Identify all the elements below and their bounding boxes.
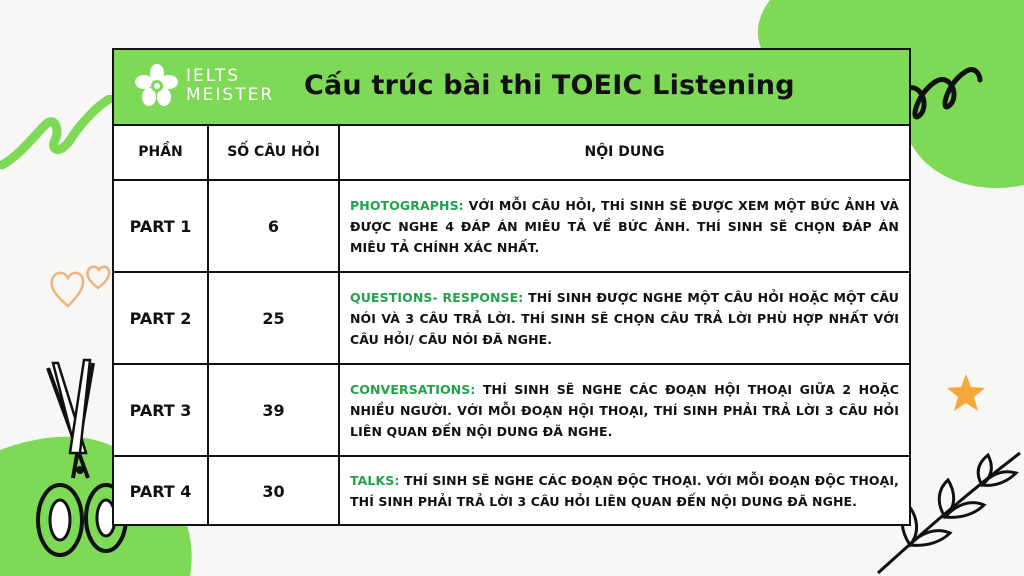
brand-name — [186, 67, 274, 105]
row-part: PART 3 — [114, 364, 208, 456]
brand-line-1: IELTS — [186, 66, 241, 86]
table-row — [114, 364, 909, 456]
toeic-structure-table — [114, 124, 909, 525]
row-question-count: 6 — [208, 180, 339, 272]
row-content — [339, 364, 909, 456]
structure-card — [112, 48, 911, 526]
row-description: THÍ SINH SẼ NGHE CÁC ĐOẠN HỘI THOẠI GIỮA 2 HOẶC NHIỀU NGƯỜI. VỚI MỖI ĐOẠN HỘI THOẠI, THÍ SINH PHẢI TRẢ LỜI 3 CÂU HỎI LIÊN QUAN ĐẾN NỘI DUNG ĐÃ NGHE. — [350, 381, 900, 439]
row-keyword: CONVERSATIONS: — [350, 381, 476, 397]
flower-logo-icon — [134, 63, 180, 109]
table-row — [114, 456, 909, 525]
row-keyword: TALKS: — [350, 473, 400, 488]
table-row — [114, 180, 909, 272]
row-part: PART 2 — [114, 272, 208, 364]
row-keyword: QUESTIONS- RESPONSE: — [350, 289, 524, 305]
row-description: THÍ SINH ĐƯỢC NGHE MỘT CÂU HỎI HOẶC MỘT CÂU NÓI VÀ 3 CÂU TRẢ LỜI. THÍ SINH SẼ CHỌN CÂU TRẢ LỜI PHÙ HỢP NHẤT VỚI CÂU HỎI/ CÂU NÓI ĐÃ NGHE. — [350, 289, 900, 347]
row-question-count: 30 — [208, 456, 339, 525]
row-content — [339, 456, 909, 525]
column-header-count: SỐ CÂU HỎI — [208, 124, 339, 180]
column-header-content: NỘI DUNG — [339, 124, 909, 180]
row-content — [339, 180, 909, 272]
card-header — [114, 50, 909, 126]
row-keyword: PHOTOGRAPHS: — [350, 197, 464, 213]
page-title: Cấu trúc bài thi TOEIC Listening — [304, 70, 795, 101]
row-part: PART 1 — [114, 180, 208, 272]
row-description: THÍ SINH SẼ NGHE CÁC ĐOẠN ĐỘC THOẠI. VỚI MỖI ĐOẠN ĐỘC THOẠI, THÍ SINH PHẢI TRẢ LỜI 3 CÂU HỎI LIÊN QUAN ĐẾN NỘI DUNG ĐÃ NGHE. — [350, 473, 900, 509]
row-question-count: 39 — [208, 364, 339, 456]
star-icon — [945, 372, 987, 414]
brand-line-2: MEISTER — [186, 85, 275, 105]
row-description: VỚI MỖI CÂU HỎI, THÍ SINH SẼ ĐƯỢC XEM MỘT BỨC ẢNH VÀ ĐƯỢC NGHE 4 ĐÁP ÁN MIÊU TẢ VỀ BỨC ẢNH. THÍ SINH SẼ CHỌN ĐÁP ÁN MIÊU TẢ CHÍNH XÁC NHẤT. — [350, 197, 899, 255]
table-row — [114, 272, 909, 364]
row-question-count: 25 — [208, 272, 339, 364]
heart-icon — [48, 258, 118, 318]
column-header-part: PHẦN — [114, 124, 208, 180]
zigzag-doodle-icon — [0, 95, 115, 175]
row-part: PART 4 — [114, 456, 208, 525]
table-header-row — [114, 124, 909, 180]
brand-logo — [134, 63, 274, 109]
row-content — [339, 272, 909, 364]
